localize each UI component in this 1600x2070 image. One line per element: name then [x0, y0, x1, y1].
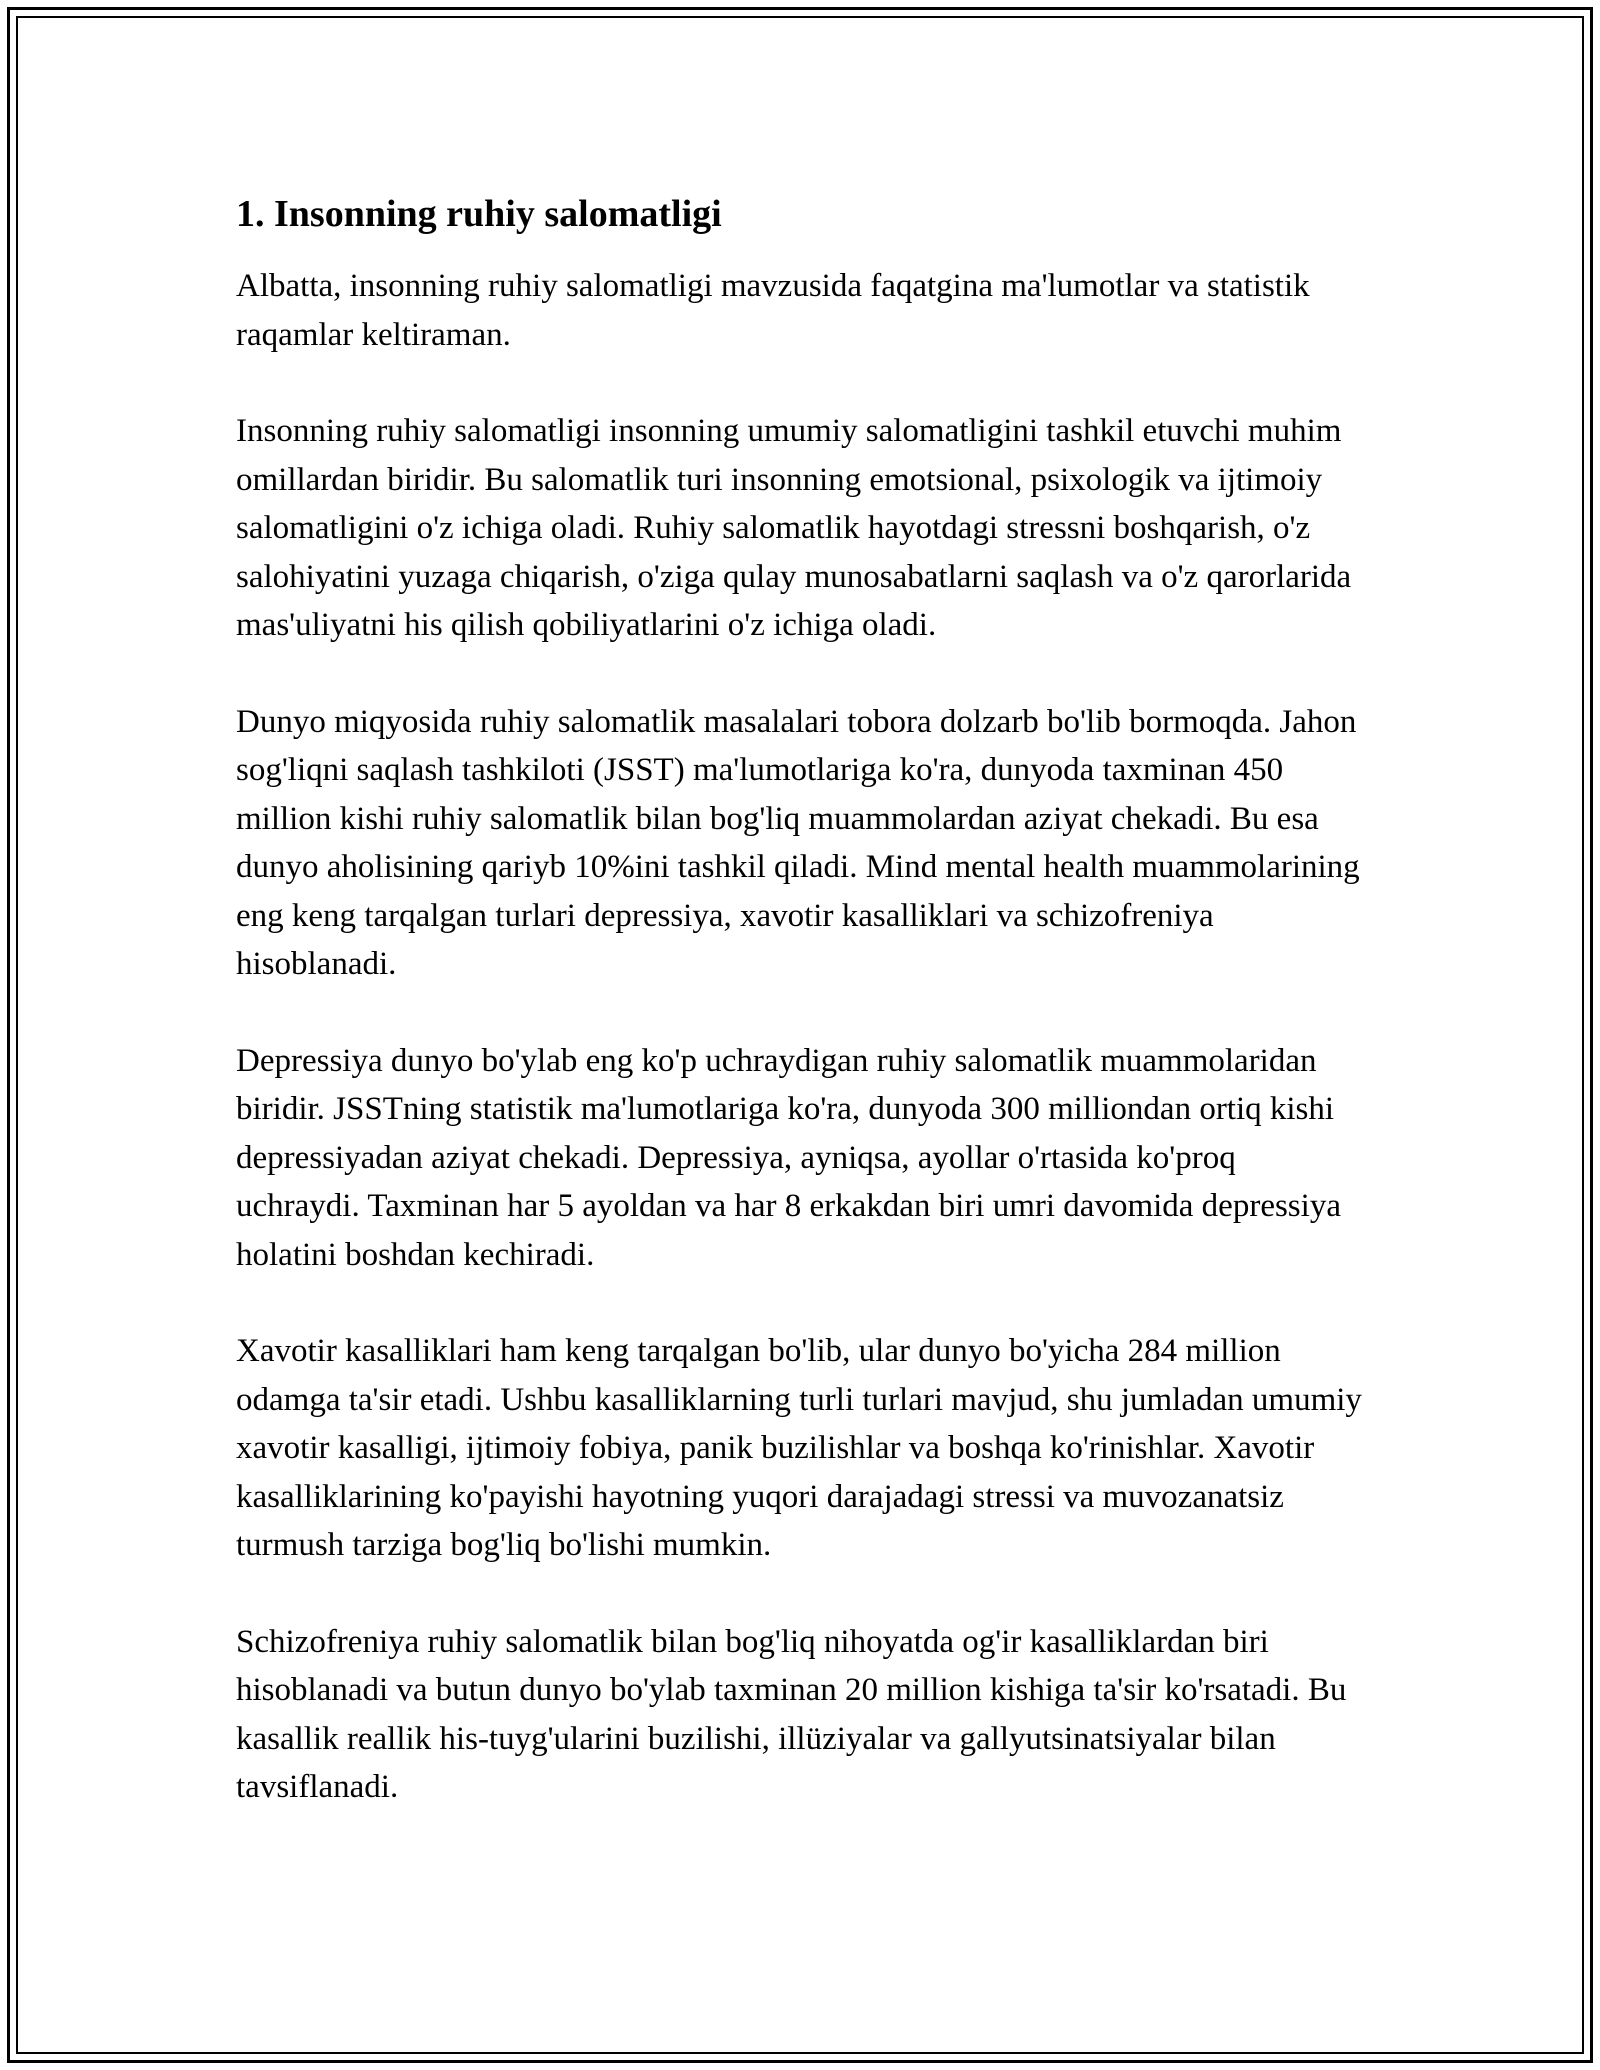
paragraph-schizophrenia: Schizofreniya ruhiy salomatlik bilan bog'liq nihoyatda og'ir kasalliklardan biri hisoblanadi va butun dunyo bo'ylab taxminan 20 million kishiga ta'sir ko'rsatadi. Bu kasallik reallik his-tuyg'ularini buzilishi, illüziyalar va gallyutsinatsiyalar bilan tavsiflanadi.	[236, 1623, 1347, 1805]
paragraph-definition: Insonning ruhiy salomatligi insonning umumiy salomatligini tashkil etuvchi muhim omillardan biridir. Bu salomatlik turi insonning emotsional, psixologik va ijtimoiy salomatligini o'z ichiga oladi. Ruhiy salomatlik hayotdagi stressni boshqarish, o'z salohiyatini yuzaga chiqarish, o'ziga qulay munosabatlarni saqlash va o'z qarorlarida mas'uliyatni his qilish qobiliyatlarini o'z ichiga oladi.	[236, 413, 1352, 643]
section-heading: 1. Insonning ruhiy salomatligi	[236, 193, 722, 235]
document-body	[236, 188, 1366, 1860]
paragraph-anxiety: Xavotir kasalliklari ham keng tarqalgan bo'lib, ular dunyo bo'yicha 284 million odamga ta'sir etadi. Ushbu kasalliklarning turli turlari mavjud, shu jumladan umumiy xavotir kasalligi, ijtimoiy fobiya, panik buzilishlar va boshqa ko'rinishlar. Xavotir kasalliklarining ko'payishi hayotning yuqori darajadagi stressi va muvozanatsiz turmush tarziga bog'liq bo'lishi mumkin.	[236, 1333, 1362, 1563]
paragraph-global-statistics: Dunyo miqyosida ruhiy salomatlik masalalari tobora dolzarb bo'lib bormoqda. Jahon sog'liqni saqlash tashkiloti (JSST) ma'lumotlariga ko'ra, dunyoda taxminan 450 million kishi ruhiy salomatlik bilan bog'liq muammolardan aziyat chekadi. Bu esa dunyo aholisining qariyb 10%ini tashkil qiladi. Mind mental health muammolarining eng keng tarqalgan turlari depressiya, xavotir kasalliklari va schizofreniya hisoblanadi.	[236, 703, 1360, 982]
paragraph-depression: Depressiya dunyo bo'ylab eng ko'p uchraydigan ruhiy salomatlik muammolaridan biridir. JSSTning statistik ma'lumotlariga ko'ra, dunyoda 300 milliondan ortiq kishi depressiyadan aziyat chekadi. Depressiya, ayniqsa, ayollar o'rtasida ko'proq uchraydi. Taxminan har 5 ayoldan va har 8 erkakdan biri umri davomida depressiya holatini boshdan kechiradi.	[236, 1042, 1341, 1273]
paragraph-intro: Albatta, insonning ruhiy salomatligi mavzusida faqatgina ma'lumotlar va statistik raqamlar keltiraman.	[236, 268, 1310, 353]
